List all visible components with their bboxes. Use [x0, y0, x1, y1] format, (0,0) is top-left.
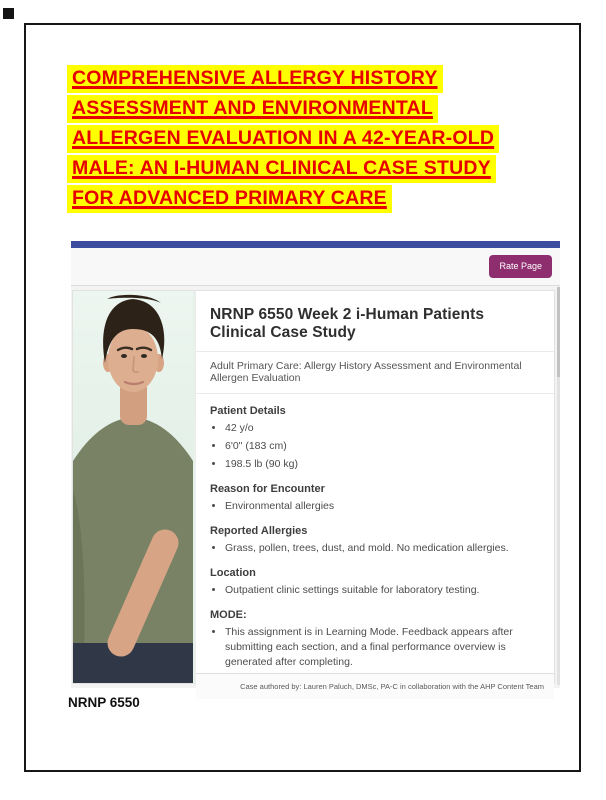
scrollbar[interactable] — [557, 287, 560, 685]
section-heading-location: Location — [210, 567, 256, 579]
scrollbar-thumb[interactable] — [557, 287, 560, 377]
document-title-line: FOR ADVANCED PRIMARY CARE — [67, 185, 392, 213]
section-heading-reported-allergies: Reported Allergies — [210, 525, 308, 537]
section-heading-mode: MODE: — [210, 609, 247, 621]
app-header — [71, 248, 560, 286]
list-item: • 6'0" (183 cm) — [225, 439, 540, 454]
document-title-line: ASSESSMENT AND ENVIRONMENTAL — [67, 95, 438, 123]
case-author-credit: Case authored by: Lauren Paluch, DMSc, PA-C in collaboration with the AHP Content Team — [196, 673, 554, 699]
list-item: • Outpatient clinic settings suitable for laboratory testing. — [225, 583, 540, 598]
list-item: • 198.5 lb (90 kg) — [225, 457, 540, 472]
section-heading-reason-for-encounter: Reason for Encounter — [210, 483, 325, 495]
case-study-content — [196, 291, 554, 691]
document-title-line: ALLERGEN EVALUATION IN A 42-YEAR-OLD — [67, 125, 499, 153]
case-study-sections — [196, 394, 554, 673]
document-title-line: COMPREHENSIVE ALLERGY HISTORY — [67, 65, 443, 93]
patient-details-list — [210, 421, 540, 472]
list-item: • 42 y/o — [225, 421, 540, 436]
rate-page-button[interactable]: Rate Page — [489, 255, 552, 278]
app-top-bar — [71, 241, 560, 248]
list-item: • This assignment is in Learning Mode. Feedback appears after submitting each section, and a final performance overview is generated after completing. — [225, 625, 540, 670]
section-heading-patient-details: Patient Details — [210, 405, 286, 417]
document-title — [67, 65, 557, 215]
course-code-label: NRNP 6550 — [68, 695, 140, 710]
corner-anchor-square — [3, 8, 14, 19]
reason-for-encounter-list — [210, 499, 540, 514]
embedded-ihuman-screenshot — [71, 241, 560, 691]
case-study-subtitle: Adult Primary Care: Allergy History Assessment and Environmental Allergen Evaluation — [196, 352, 554, 394]
case-study-title: NRNP 6550 Week 2 i-Human Patients Clinical Case Study — [196, 291, 554, 352]
document-title-line: MALE: AN I-HUMAN CLINICAL CASE STUDY — [67, 155, 496, 183]
patient-photo — [73, 291, 196, 683]
case-study-card — [72, 290, 555, 691]
list-item: • Grass, pollen, trees, dust, and mold. No medication allergies. — [225, 541, 540, 556]
list-item: • Environmental allergies — [225, 499, 540, 514]
reported-allergies-list — [210, 541, 540, 556]
mode-list — [210, 625, 540, 670]
location-list — [210, 583, 540, 598]
patient-portrait-illustration — [73, 291, 193, 683]
